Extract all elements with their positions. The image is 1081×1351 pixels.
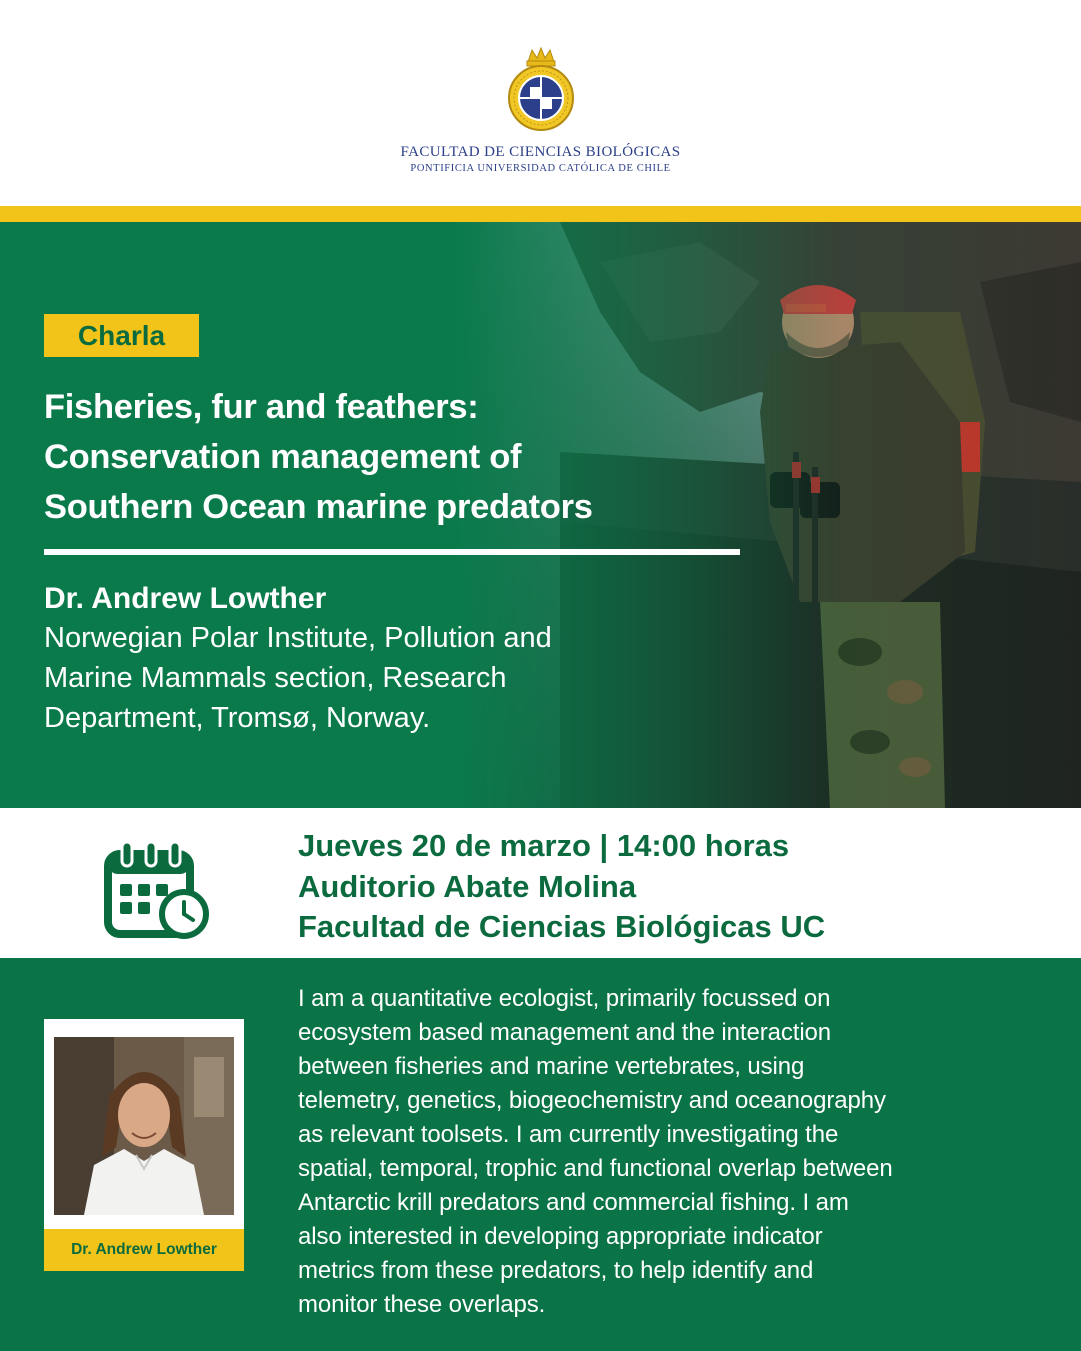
bio-line: metrics from these predators, to help identify and: [298, 1257, 814, 1284]
bio-line: telemetry, genetics, biogeochemistry and oceanography: [298, 1087, 886, 1114]
speaker-portrait-card: [44, 1019, 244, 1271]
bio-line: spatial, temporal, trophic and functional overlap between: [298, 1155, 893, 1182]
hero-banner: [0, 222, 1081, 808]
speaker-bio-section: [0, 958, 1081, 1351]
event-venue: Auditorio Abate Molina: [298, 869, 637, 904]
talk-title-line: Fisheries, fur and feathers:: [44, 388, 479, 426]
affiliation-line: Department, Tromsø, Norway.: [44, 702, 431, 734]
event-details: [0, 808, 1081, 958]
calendar-clock-icon: [104, 840, 210, 940]
bio-line: monitor these overlaps.: [298, 1291, 546, 1318]
speaker-bio-text: [298, 982, 1058, 1322]
bio-line: I am a quantitative ecologist, primarily focussed on: [298, 985, 831, 1012]
title-divider: [44, 549, 740, 555]
bio-line: between fisheries and marine vertebrates, using: [298, 1053, 805, 1080]
event-type-tag: Charla: [44, 314, 199, 357]
affiliation-line: Marine Mammals section, Research: [44, 662, 507, 694]
university-name: PONTIFICIA UNIVERSIDAD CATÓLICA DE CHILE: [410, 163, 671, 174]
talk-title: [44, 382, 764, 532]
event-date-time: Jueves 20 de marzo | 14:00 horas: [298, 828, 790, 863]
gold-divider-stripe: [0, 206, 1081, 222]
speaker-affiliation: [44, 618, 684, 738]
speaker-name: Dr. Andrew Lowther: [44, 582, 327, 615]
speaker-portrait-photo: [54, 1037, 234, 1215]
faculty-name: FACULTAD DE CIENCIAS BIOLÓGICAS: [400, 144, 681, 160]
university-crest-icon: [506, 46, 576, 138]
bio-line: as relevant toolsets. I am currently investigating the: [298, 1121, 839, 1148]
event-institution: Facultad de Ciencias Biológicas UC: [298, 909, 826, 944]
talk-title-line: Conservation management of: [44, 438, 522, 476]
affiliation-line: Norwegian Polar Institute, Pollution and: [44, 622, 552, 654]
portrait-caption: Dr. Andrew Lowther: [44, 1229, 244, 1271]
header: [0, 0, 1081, 206]
bio-line: ecosystem based management and the interaction: [298, 1019, 832, 1046]
talk-title-line: Southern Ocean marine predators: [44, 488, 593, 526]
bio-line: Antarctic krill predators and commercial fishing. I am: [298, 1189, 849, 1216]
bio-line: also interested in developing appropriate indicator: [298, 1223, 823, 1250]
